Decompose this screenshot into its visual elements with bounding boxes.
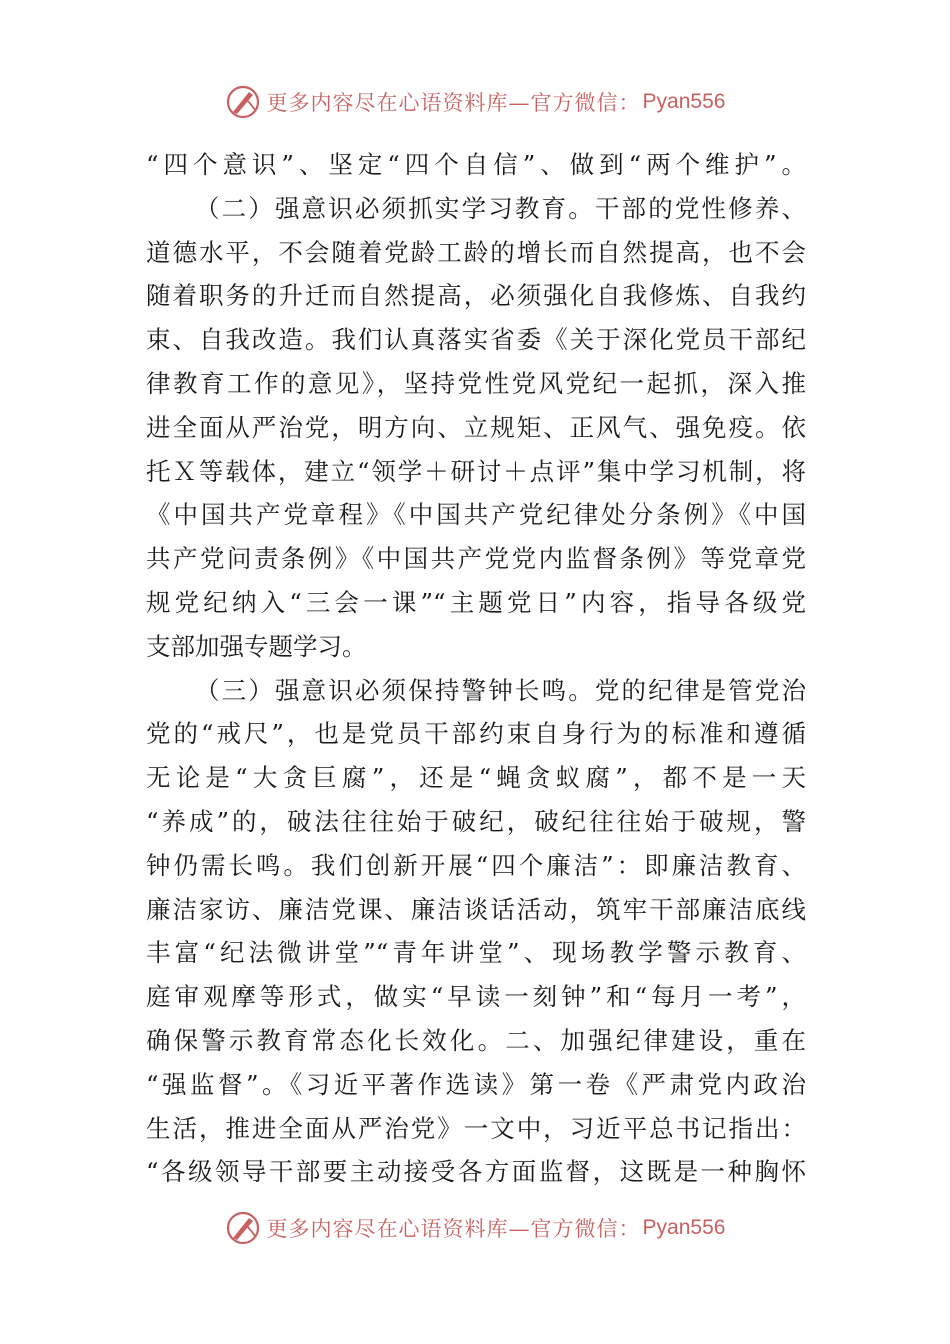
pen-quill-icon bbox=[225, 1210, 261, 1246]
text-line: “强监督”。《习近平著作选读》第一卷《严肃党内政治 bbox=[146, 1069, 806, 1099]
footer-banner bbox=[0, 1206, 950, 1250]
text-line: 规党纪纳入“三会一课”“主题党日”内容，指导各级党 bbox=[146, 587, 806, 617]
text-line: 生活，推进全面从严治党》一文中，习近平总书记指出： bbox=[146, 1113, 806, 1143]
text-line: 廉洁家访、廉洁党课、廉洁谈话活动，筑牢干部廉洁底线 bbox=[146, 894, 806, 924]
header-banner bbox=[0, 80, 950, 124]
pen-quill-icon bbox=[225, 84, 261, 120]
banner-wechat-id: Pyan556 bbox=[642, 90, 726, 113]
text-line: “四个意识”、坚定“四个自信”、做到“两个维护”。 bbox=[146, 150, 806, 179]
text-line: “养成”的，破法往往始于破纪，破纪往往始于破规，警 bbox=[146, 806, 806, 836]
document-body bbox=[146, 143, 806, 1194]
text-line: “各级领导干部要主动接受各方面监督，这既是一种胸怀 bbox=[146, 1157, 806, 1187]
banner-wechat-id: Pyan556 bbox=[642, 1216, 726, 1239]
text-line: 支部加强专题学习。 bbox=[146, 631, 367, 661]
text-line: 道德水平，不会随着党龄工龄的增长而自然提高，也不会 bbox=[146, 237, 806, 267]
text-line: 进全面从严治党，明方向、立规矩、正风气、强免疫。依 bbox=[146, 412, 806, 442]
text-line: （三）强意识必须保持警钟长鸣。党的纪律是管党治 bbox=[195, 675, 806, 705]
text-line: 丰富“纪法微讲堂”“青年讲堂”、现场教学警示教育、 bbox=[146, 938, 806, 968]
text-line: （二）强意识必须抓实学习教育。干部的党性修养、 bbox=[195, 193, 806, 223]
text-line: 钟仍需长鸣。我们创新开展“四个廉洁”：即廉洁教育、 bbox=[146, 850, 806, 880]
text-line: 庭审观摩等形式，做实“早读一刻钟”和“每月一考”， bbox=[146, 982, 806, 1012]
text-line: 《中国共产党章程》《中国共产党纪律处分条例》《中国 bbox=[146, 500, 806, 530]
text-line: 随着职务的升迁而自然提高，必须强化自我修炼、自我约 bbox=[146, 281, 806, 311]
text-line: 确保警示教育常态化长效化。二、加强纪律建设，重在 bbox=[146, 1025, 806, 1055]
text-line: 无论是“大贪巨腐”，还是“蝇贪蚁腐”，都不是一天 bbox=[146, 763, 806, 793]
text-line: 共产党问责条例》《中国共产党党内监督条例》等党章党 bbox=[146, 544, 806, 574]
text-line: 党的“戒尺”，也是党员干部约束自身行为的标准和遵循 bbox=[146, 719, 806, 749]
text-line: 束、自我改造。我们认真落实省委《关于深化党员干部纪 bbox=[146, 325, 806, 355]
banner-text: 更多内容尽在心语资料库—官方微信： bbox=[266, 1217, 641, 1241]
text-line: 托Ｘ等载体，建立“领学＋研讨＋点评”集中学习机制，将 bbox=[146, 456, 806, 486]
banner-text: 更多内容尽在心语资料库—官方微信： bbox=[266, 91, 641, 115]
text-line: 律教育工作的意见》，坚持党性党风党纪一起抓，深入推 bbox=[146, 368, 806, 398]
